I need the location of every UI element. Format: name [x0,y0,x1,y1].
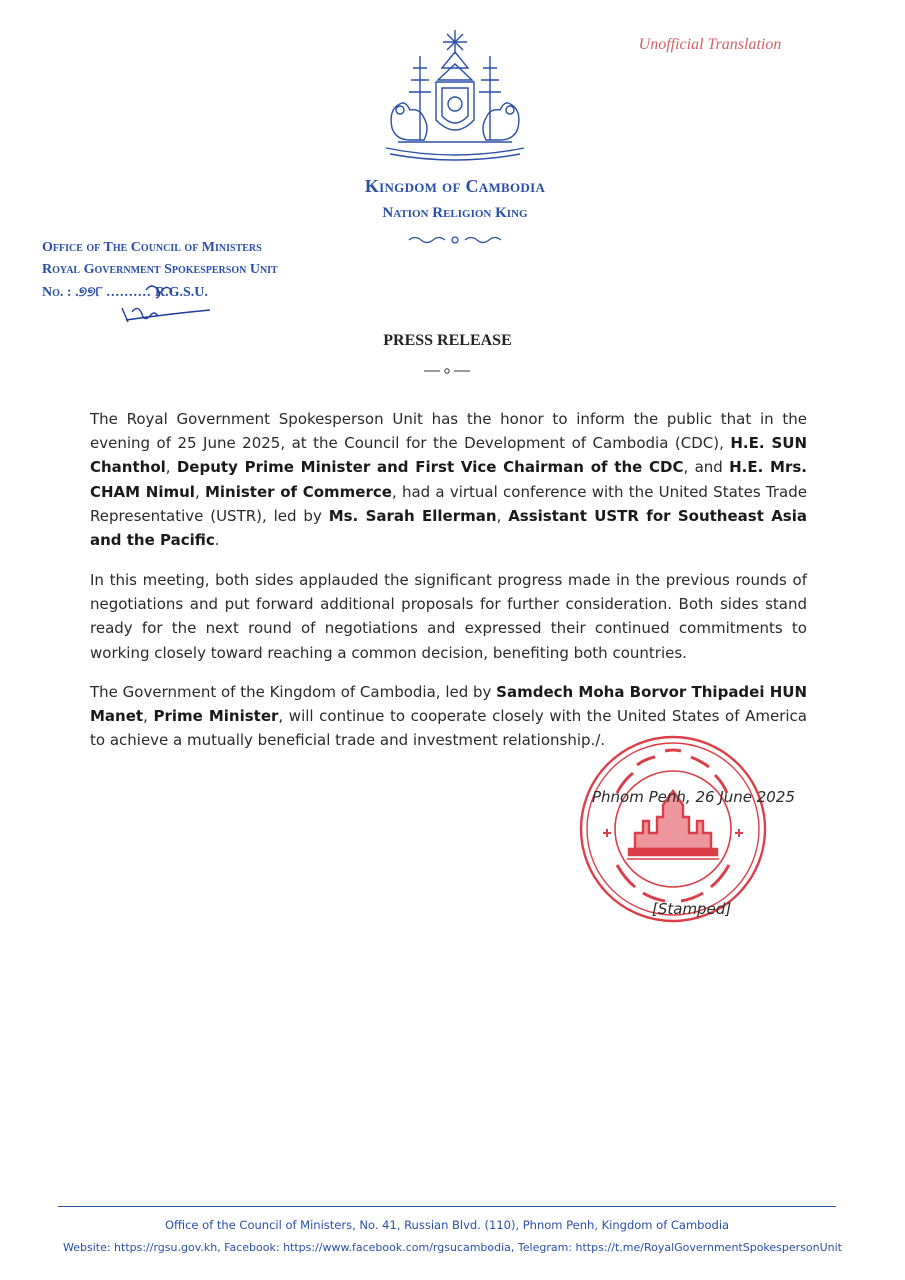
ref-suffix: R.G.S.U. [155,285,208,300]
text-run: The Royal Government Spokesperson Unit has the honor to inform the public that in the evening of 25 June 2025, at the Council for the Development of Cambodia (CDC), [90,410,807,453]
bold-run: H.E. SUN Chanthol [90,434,807,477]
official-seal-stamp [577,733,769,925]
paragraph-2 [90,568,807,665]
text-run: In this meeting, both sides applauded the significant progress made in the previous rounds of negotiations and put forward additional proposals for further consideration. Both sides stand ready for the next round of negotiations and expressed their continued commitments to working closely toward reaching a common decision, benefiting both countries. [90,571,807,662]
place-and-date: Phnom Penh, 26 June 2025 [592,788,795,806]
paragraph-1 [90,407,807,552]
footer-divider [58,1206,836,1207]
text-run: , and [683,458,730,477]
ornamental-divider-icon [405,233,505,247]
national-motto: Nation Religion King [382,205,528,221]
text-run: , will continue to cooperate closely with the United States of America to achieve a mutually beneficial trade and investment relationship./. [90,707,807,750]
text-run: , [194,482,205,501]
text-run: . [214,531,220,550]
stamped-note: [Stamped] [652,900,732,918]
office-name: Office of The Council of Ministers [42,240,262,255]
handwritten-reference-mark [78,278,218,332]
bold-run: Assistant USTR for Southeast Asia and the Pacific [90,506,807,550]
royal-arms-emblem-icon [380,28,530,163]
bold-run: Samdech Moha Borvor Thipadei HUN Manet [90,683,807,726]
text-run: , [496,506,509,525]
bold-run: Prime Minister [153,707,279,726]
ref-number: .୭୭୮ [75,285,104,300]
bold-run: Deputy Prime Minister and First Vice Chairman of the CDC [176,458,684,477]
kingdom-heading: Kingdom of Cambodia [364,176,546,196]
footer-links: Website: https://rgsu.gov.kh, Facebook: https://www.facebook.com/rgsucambodia, Telegram: https://t.me/RoyalGovernmentSpokespersonUnit [62,1241,842,1254]
ref-prefix: No. : [42,285,72,300]
text-run: The Government of the Kingdom of Cambodia, led by [90,683,497,701]
small-divider-icon [422,367,472,375]
text-run: , [143,707,154,726]
footer-address: Office of the Council of Ministers, No. 41, Russian Blvd. (110), Phnom Penh, Kingdom of Cambodia [164,1218,730,1232]
text-run: , [165,458,177,477]
unit-name: Royal Government Spokesperson Unit [42,262,278,277]
ref-dots: .......... [106,285,152,300]
bold-run: H.E. Mrs. CHAM Nimul [90,458,807,501]
text-run: , had a virtual conference with the United States Trade Representative (USTR), led by [90,482,807,525]
bold-run: Minister of Commerce [204,482,392,501]
unofficial-translation-note: Unofficial Translation [638,36,782,53]
bold-run: Ms. Sarah Ellerman [328,506,497,525]
press-release-title: PRESS RELEASE [383,332,512,349]
